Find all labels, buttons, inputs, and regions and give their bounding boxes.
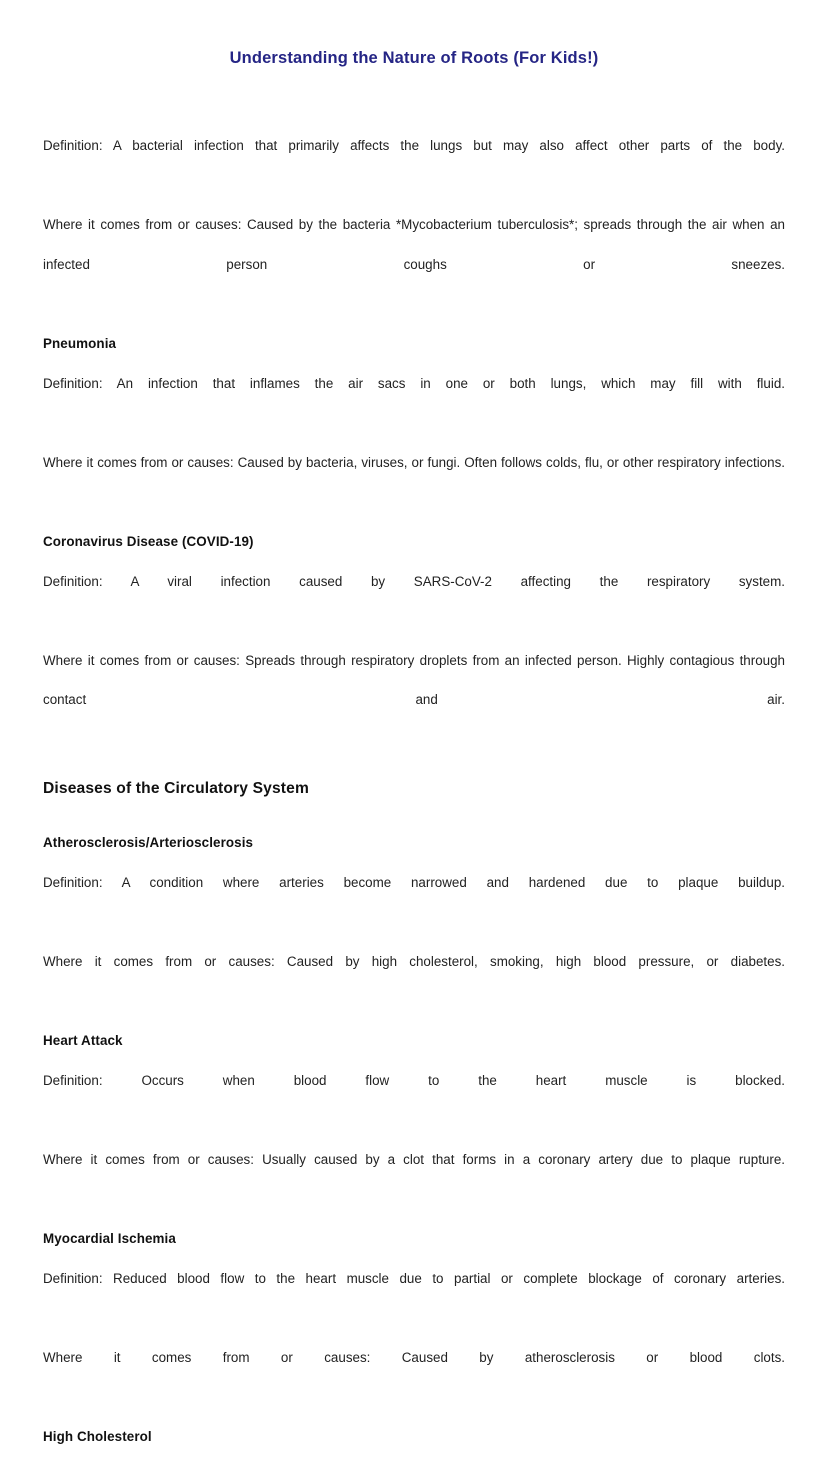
paragraph-causes: Where it comes from or causes: Caused by the bacteria *Mycobacterium tuberculosis*; spreads through the air when an infected person coughs or sneezes. — [43, 217, 785, 272]
section-heart-attack — [43, 1021, 785, 1219]
paragraph-causes: Where it comes from or causes: Caused by high cholesterol, smoking, high blood pressure, or diabetes. — [43, 953, 785, 969]
paragraph-definition: Definition: A viral infection caused by SARS-CoV-2 affecting the respiratory system. — [43, 573, 785, 589]
section-pneumonia — [43, 324, 785, 522]
section-circulatory-system — [43, 760, 785, 824]
section-myocardial-ischemia — [43, 1219, 785, 1417]
subheading-myocardial-ischemia: Myocardial Ischemia — [43, 1231, 176, 1247]
subheading-high-cholesterol: High Cholesterol — [43, 1429, 152, 1444]
section-atherosclerosis — [43, 823, 785, 1021]
subheading-covid-19: Coronavirus Disease (COVID-19) — [43, 533, 254, 549]
paragraph-definition: Definition: Reduced blood flow to the heart muscle due to partial or complete blockage of coronary arteries. — [43, 1270, 785, 1286]
heading-diseases-of-the-circulatory-system: Diseases of the Circulatory System — [43, 779, 309, 797]
subheading-heart-attack: Heart Attack — [43, 1033, 123, 1049]
page-title: Understanding the Nature of Roots (For Kids!) — [229, 49, 599, 67]
subheading-atherosclerosis: Atherosclerosis/Arteriosclerosis — [43, 835, 254, 851]
paragraph-causes: Where it comes from or causes: Caused by bacteria, viruses, or fungi. Often follows colds, flu, or other respiratory infections. — [43, 454, 785, 470]
section-tuberculosis-continued — [43, 126, 785, 324]
spacer — [43, 760, 785, 769]
document-body — [43, 126, 785, 1457]
paragraph-definition: Definition: Occurs when blood flow to the heart muscle is blocked. — [43, 1072, 785, 1088]
paragraph-definition: Definition: An infection that inflames the air sacs in one or both lungs, which may fill with fluid. — [43, 375, 785, 391]
paragraph-causes: Where it comes from or causes: Caused by atherosclerosis or blood clots. — [43, 1349, 785, 1365]
section-covid-19 — [43, 522, 785, 760]
paragraph-definition: Definition: A condition where arteries become narrowed and hardened due to plaque buildup. — [43, 874, 785, 890]
section-high-cholesterol — [43, 1417, 785, 1457]
subheading-pneumonia: Pneumonia — [43, 335, 117, 351]
paragraph-causes: Where it comes from or causes: Spreads through respiratory droplets from an infected person. Highly contagious through contact and air. — [43, 652, 785, 708]
paragraph-causes: Where it comes from or causes: Usually caused by a clot that forms in a coronary artery due to plaque rupture. — [43, 1151, 785, 1167]
spacer — [43, 808, 785, 823]
paragraph-definition: Definition: A bacterial infection that primarily affects the lungs but may also affect other parts of the body. — [43, 138, 785, 153]
